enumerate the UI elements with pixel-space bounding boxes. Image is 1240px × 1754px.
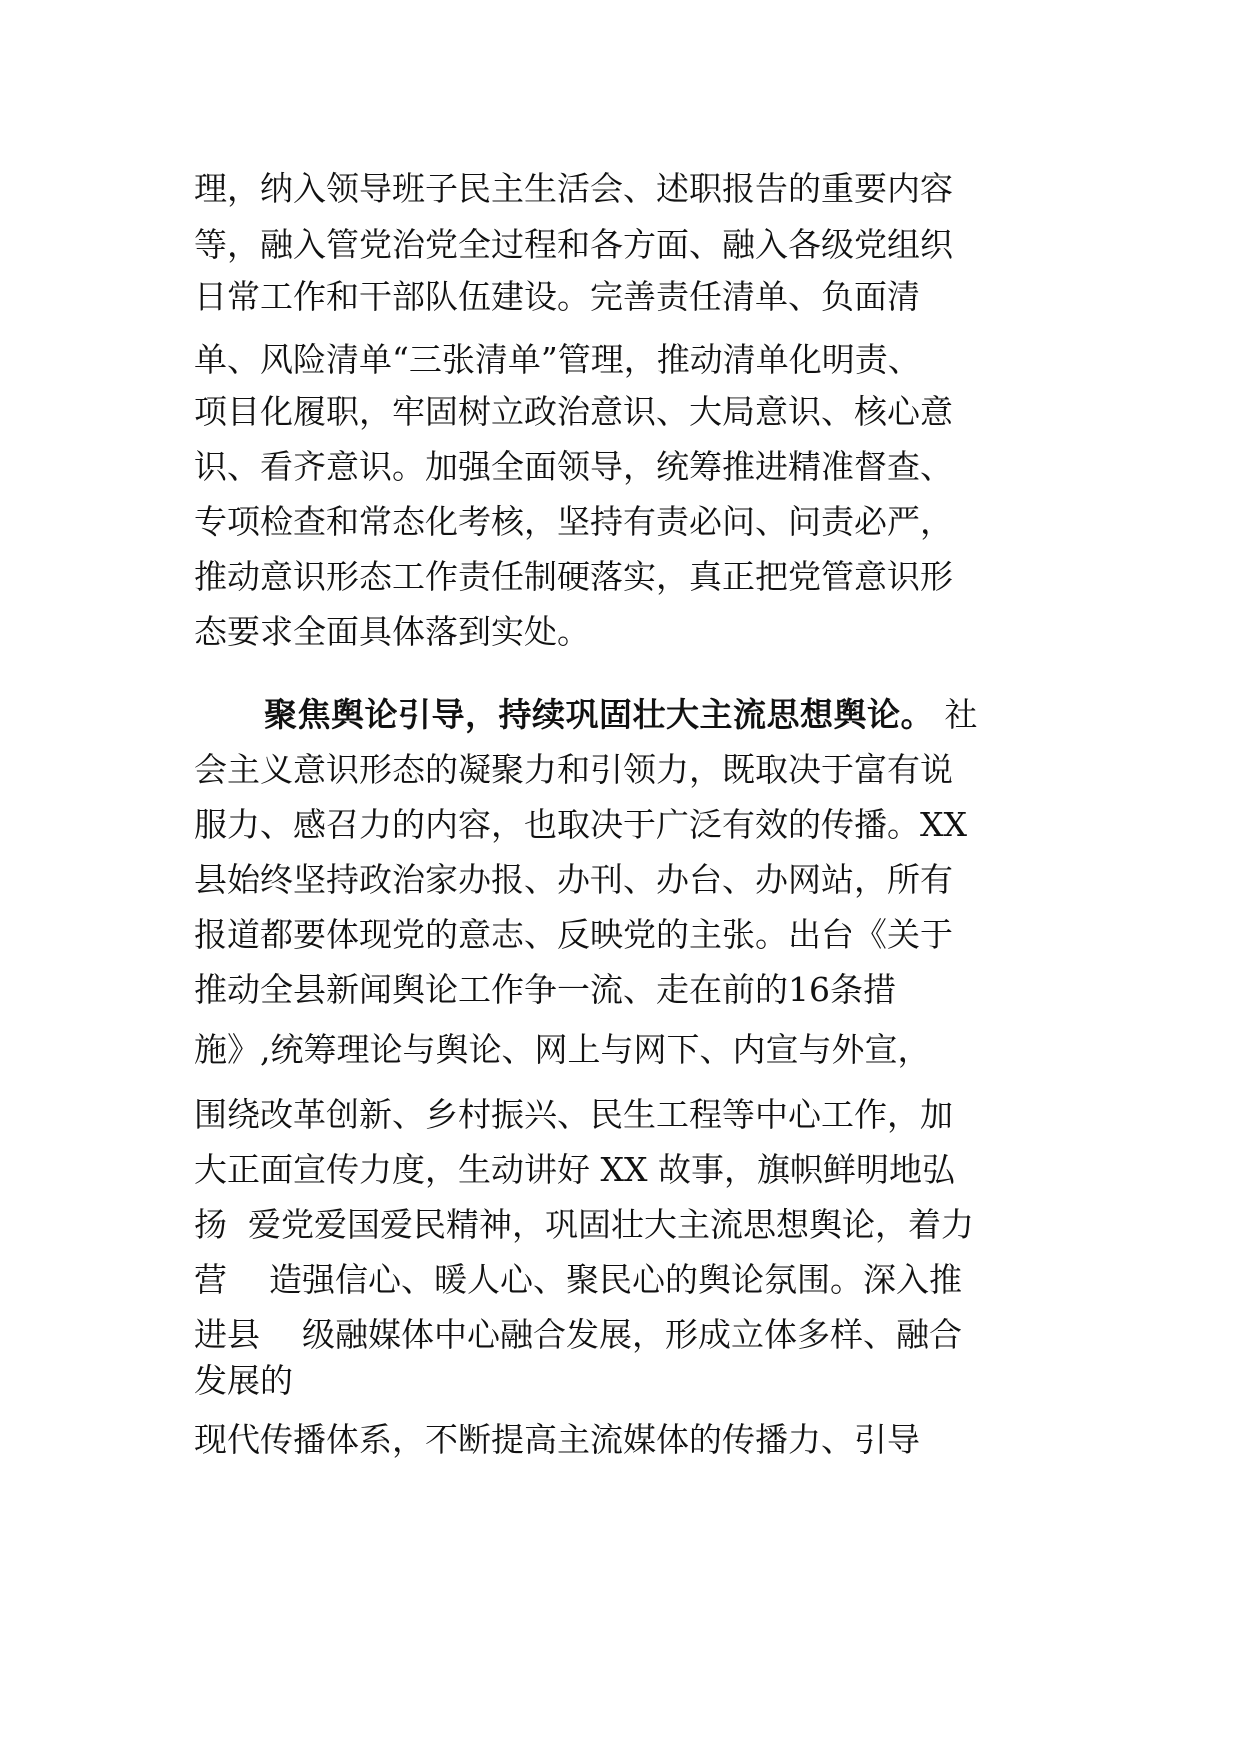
paragraph2-line-3: 县始终坚持政治家办报、办刊、办台、办网站，所有 (194, 860, 953, 899)
paragraph1-line-3: 日常工作和干部队伍建设。完善责任清单、负面清 (194, 277, 920, 316)
paragraph2-line-4: 报道都要体现党的意志、反映党的主张。出台《关于 (194, 915, 953, 954)
paragraph2-line-10: 营 造强信心、暖人心、聚民心的舆论氛围。深入推 (194, 1260, 962, 1299)
paragraph2-line-5: 推动全县新闻舆论工作争一流、走在前的16条措 (194, 970, 896, 1009)
paragraph1-line-9: 态要求全面具体落到实处。 (194, 612, 590, 651)
paragraph2-line-2: 服力、感召力的内容，也取决于广泛有效的传播。XX (194, 805, 967, 844)
heading-line-tail: 社 (934, 695, 978, 734)
paragraph2-line-9: 扬 爱党爱国爱民精神，巩固壮大主流思想舆论，着力 (194, 1205, 974, 1244)
paragraph2-line-11: 进县 级融媒体中心融合发展，形成立体多样、融合 (194, 1315, 962, 1354)
paragraph2-line-6: 施》,统筹理论与舆论、网上与网下、内宣与外宣， (194, 1030, 931, 1069)
paragraph2-line-8: 大正面宣传力度，生动讲好 XX 故事，旗帜鲜明地弘 (194, 1150, 955, 1189)
paragraph1-line-1: 理，纳入领导班子民主生活会、述职报告的重要内容 (194, 169, 953, 208)
paragraph2-line-13: 现代传播体系，不断提高主流媒体的传播力、引导 (194, 1420, 920, 1459)
paragraph1-line-5: 项目化履职，牢固树立政治意识、大局意识、核心意 (194, 392, 953, 431)
paragraph2-heading-line (264, 690, 1064, 740)
paragraph2-line-12: 发展的 (194, 1361, 293, 1400)
paragraph2-line-7: 围绕改革创新、乡村振兴、民生工程等中心工作，加 (194, 1095, 953, 1134)
section-heading: 聚焦舆论引导，持续巩固壮大主流思想舆论。 (264, 695, 934, 734)
paragraph1-line-7: 专项检查和常态化考核，坚持有责必问、问责必严， (194, 502, 953, 541)
paragraph1-line-4: 单、风险清单“三张清单”管理，推动清单化明责、 (194, 340, 921, 379)
paragraph1-line-2: 等，融入管党治党全过程和各方面、融入各级党组织 (194, 225, 953, 264)
paragraph1-line-6: 识、看齐意识。加强全面领导，统筹推进精准督查、 (194, 447, 953, 486)
paragraph1-line-8: 推动意识形态工作责任制硬落实，真正把党管意识形 (194, 557, 953, 596)
paragraph2-line-1: 会主义意识形态的凝聚力和引领力，既取决于富有说 (194, 750, 953, 789)
